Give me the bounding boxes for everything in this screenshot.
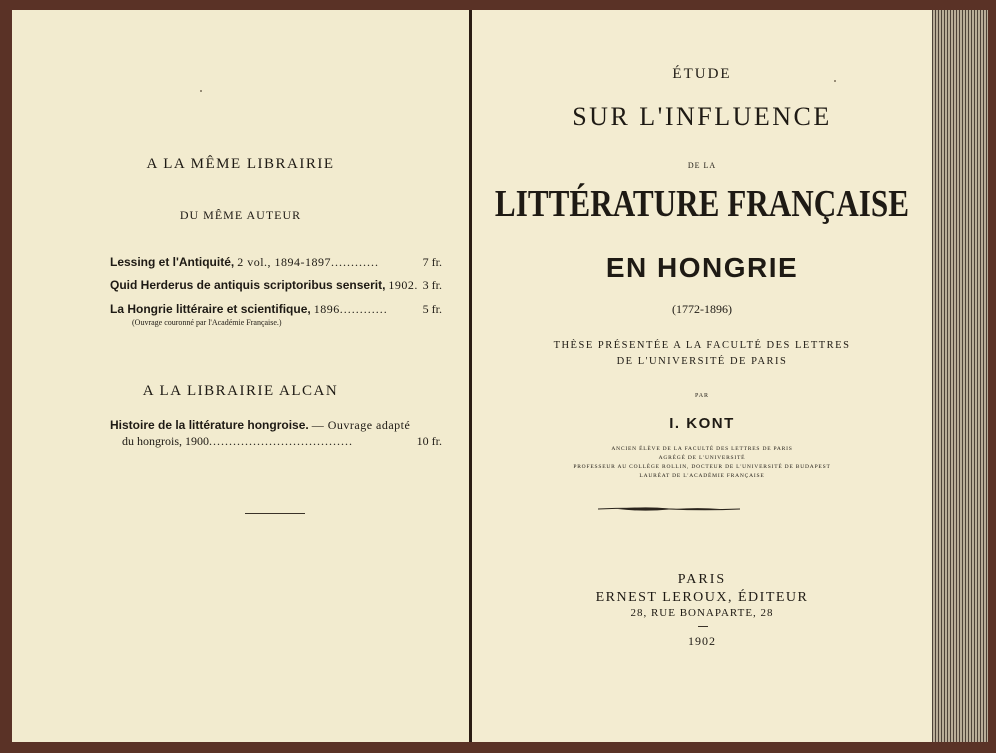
imprint-city: PARIS — [677, 572, 727, 587]
paper-speck — [834, 80, 836, 82]
work-price: 7 fr. — [419, 255, 442, 270]
alcan-work-detail: — Ouvrage adapté — [311, 418, 411, 432]
imprint-publisher: ERNEST LEROUX, ÉDITEUR — [595, 590, 809, 605]
small-rule — [698, 626, 708, 627]
divider-rule — [245, 513, 305, 514]
author-credential: PROFESSEUR AU COLLÈGE ROLLIN, DOCTEUR DE L'UNIVERSITÉ DE BUDAPEST — [573, 464, 831, 470]
work-price: 3 fr. — [419, 278, 442, 293]
title-page — [472, 10, 932, 742]
thesis-line-2: DE L'UNIVERSITÉ DE PARIS — [616, 356, 788, 367]
left-heading-same-bookshop: A LA MÊME LIBRAIRIE — [146, 156, 335, 172]
thesis-line-1: THÈSE PRÉSENTÉE A LA FACULTÉ DES LETTRES — [553, 340, 851, 351]
page-edges — [932, 10, 988, 742]
leader-dots: ............ — [339, 302, 388, 316]
title-sur-l-influence: SUR L'INFLUENCE — [572, 102, 832, 131]
author-credential: LAURÉAT DE L'ACADÉMIE FRANÇAISE — [639, 473, 765, 479]
left-heading-alcan: A LA LIBRAIRIE ALCAN — [142, 383, 339, 399]
author-credential: AGRÉGÉ DE L'UNIVERSITÉ — [658, 455, 746, 461]
imprint-year: 1902 — [688, 634, 716, 648]
by-label: PAR — [694, 393, 710, 399]
author-credential: ANCIEN ÉLÈVE DE LA FACULTÉ DES LETTRES DE PARIS — [611, 446, 793, 452]
work-title: La Hongrie littéraire et scientifique, — [110, 302, 311, 316]
author-name: I. KONT — [669, 415, 735, 432]
work-entry — [110, 302, 442, 317]
leader-dots: .................................... — [209, 434, 353, 448]
title-litterature-francaise: LITTÉRATURE FRANÇAISE — [494, 183, 910, 225]
work-entry — [110, 278, 442, 293]
work-detail: 1902. — [388, 278, 418, 292]
paper-speck — [200, 90, 202, 92]
work-award-note: (Ouvrage couronné par l'Académie Française.) — [132, 318, 282, 327]
work-detail: 2 vol., 1894-1897 — [237, 255, 332, 269]
alcan-work-entry — [110, 418, 442, 433]
alcan-work-origin: du hongrois, 1900 — [122, 434, 209, 448]
left-page — [12, 10, 469, 742]
work-entry — [110, 255, 442, 270]
work-price: 5 fr. — [419, 302, 442, 317]
alcan-work-line-2 — [122, 434, 442, 449]
left-heading-same-author: DU MÊME AUTEUR — [179, 208, 302, 222]
work-detail: 1896 — [313, 302, 340, 316]
title-en-hongrie: EN HONGRIE — [605, 252, 799, 283]
alcan-work-title: Histoire de la littérature hongroise. — [110, 418, 309, 432]
title-de-la: DE LA — [687, 161, 717, 170]
work-title: Quid Herderus de antiquis scriptoribus senserit, — [110, 278, 386, 292]
ornamental-rule — [598, 504, 740, 514]
leader-dots: ............ — [331, 255, 380, 269]
alcan-work-price: 10 fr. — [416, 434, 442, 448]
title-etude: ÉTUDE — [672, 66, 732, 82]
imprint-address: 28, RUE BONAPARTE, 28 — [630, 607, 774, 619]
title-dates: (1772-1896) — [672, 302, 732, 316]
work-title: Lessing et l'Antiquité, — [110, 255, 235, 269]
